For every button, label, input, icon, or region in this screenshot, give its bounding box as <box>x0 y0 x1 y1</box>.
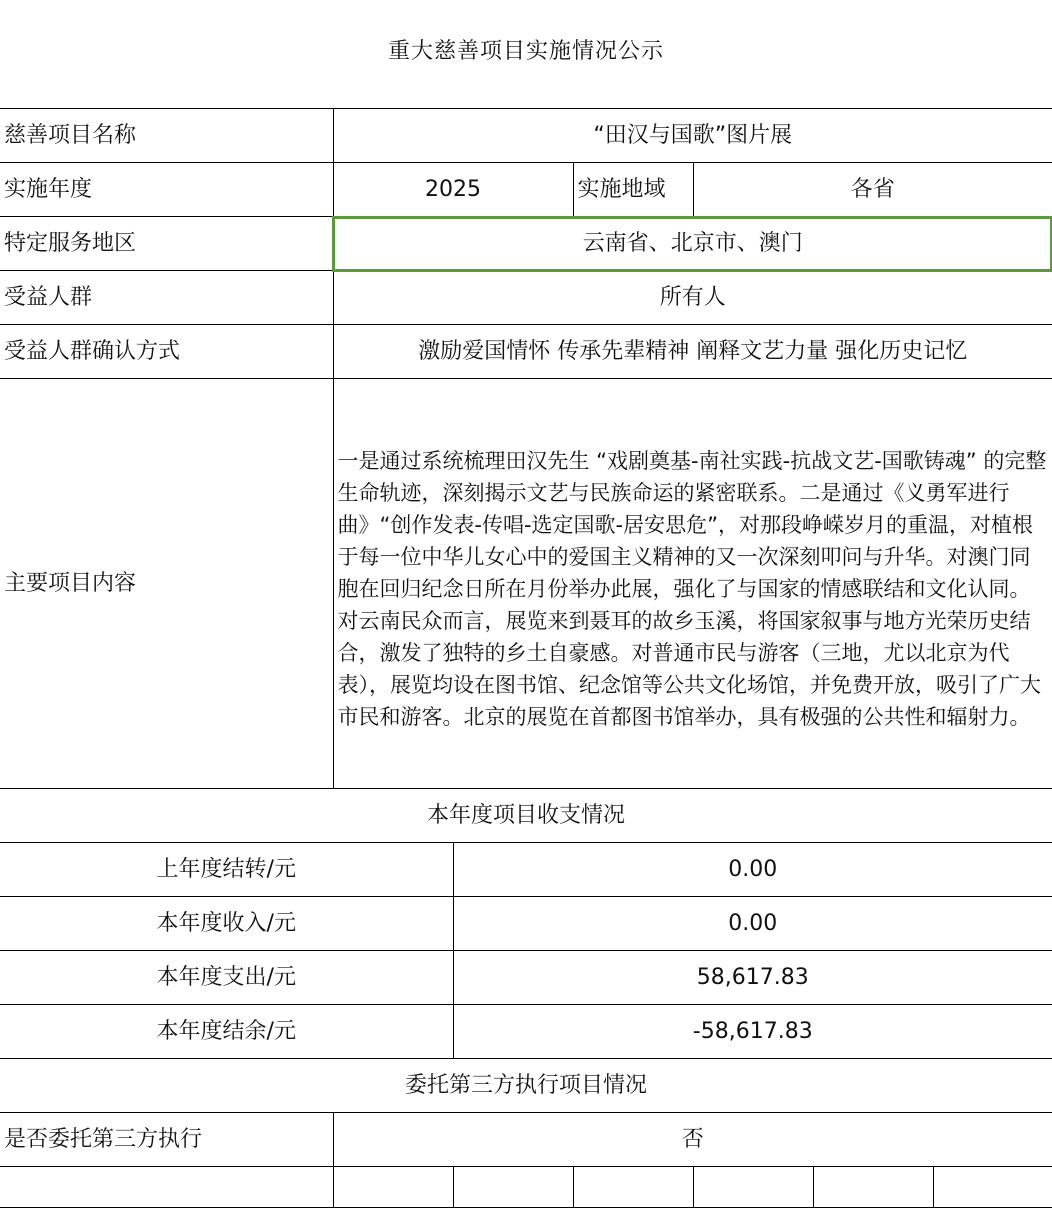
row-finance-balance <box>0 1005 1052 1059</box>
region-label[interactable]: 实施地域 <box>573 163 693 217</box>
next-row-cell[interactable] <box>693 1167 813 1208</box>
finance-value-balance[interactable]: -58,617.83 <box>453 1005 1052 1059</box>
row-finance-expense <box>0 951 1052 1005</box>
confirmation-value[interactable]: 激励爱国情怀 传承先辈精神 阐释文艺力量 强化历史记忆 <box>333 325 1052 379</box>
finance-label-balance[interactable]: 本年度结余/元 <box>0 1005 453 1059</box>
row-main-content <box>0 379 1052 789</box>
project-name-label[interactable]: 慈善项目名称 <box>0 109 333 163</box>
row-project-name <box>0 109 1052 163</box>
year-value[interactable]: 2025 <box>333 163 573 217</box>
third-party-label[interactable]: 是否委托第三方执行 <box>0 1113 333 1167</box>
service-area-value[interactable]: 云南省、北京市、澳门 <box>333 217 1052 271</box>
next-row-cell[interactable] <box>0 1167 333 1208</box>
row-service-area <box>0 217 1052 271</box>
finance-section-title[interactable]: 本年度项目收支情况 <box>0 789 1052 843</box>
next-row-cell[interactable] <box>453 1167 573 1208</box>
finance-label-expense[interactable]: 本年度支出/元 <box>0 951 453 1005</box>
row-third-party <box>0 1113 1052 1167</box>
main-content-label[interactable]: 主要项目内容 <box>0 379 333 789</box>
finance-value-carryover[interactable]: 0.00 <box>453 843 1052 897</box>
third-party-value[interactable]: 否 <box>333 1113 1052 1167</box>
finance-label-income[interactable]: 本年度收入/元 <box>0 897 453 951</box>
beneficiaries-label[interactable]: 受益人群 <box>0 271 333 325</box>
main-content-cell[interactable] <box>333 379 1052 789</box>
next-row-cell[interactable] <box>573 1167 693 1208</box>
row-next-partial <box>0 1167 1052 1208</box>
next-row-cell[interactable] <box>813 1167 933 1208</box>
row-year-region <box>0 163 1052 217</box>
row-finance-income <box>0 897 1052 951</box>
third-party-section-title[interactable]: 委托第三方执行项目情况 <box>0 1059 1052 1113</box>
finance-value-expense[interactable]: 58,617.83 <box>453 951 1052 1005</box>
row-confirmation <box>0 325 1052 379</box>
row-beneficiaries <box>0 271 1052 325</box>
page-title: 重大慈善项目实施情况公示 <box>387 39 664 64</box>
confirmation-label[interactable]: 受益人群确认方式 <box>0 325 333 379</box>
row-third-party-title <box>0 1059 1052 1113</box>
region-value[interactable]: 各省 <box>693 163 1052 217</box>
next-row-cell[interactable] <box>333 1167 453 1208</box>
project-name-value[interactable]: “田汉与国歌”图片展 <box>333 109 1052 163</box>
finance-value-income[interactable]: 0.00 <box>453 897 1052 951</box>
row-finance-carryover <box>0 843 1052 897</box>
disclosure-table <box>0 108 1052 1208</box>
service-area-label[interactable]: 特定服务地区 <box>0 217 333 271</box>
next-row-cell[interactable] <box>933 1167 1052 1208</box>
year-label[interactable]: 实施年度 <box>0 163 333 217</box>
beneficiaries-value[interactable]: 所有人 <box>333 271 1052 325</box>
finance-label-carryover[interactable]: 上年度结转/元 <box>0 843 453 897</box>
main-content-value: 一是通过系统梳理田汉先生 “戏剧奠基-南社实践-抗战文艺-国歌铸魂” 的完整生命轨迹，深刻揭示文艺与民族命运的紧密联系。二是通过《义勇军进行曲》“创作发表-传唱-选定国歌-居安思危”，对那段峥嵘岁月的重温，对植根于每一位中华儿女心中的爱国主义精神的又一次深刻叩问与升华。对澳门同胞在回归纪念日所在月份举办此展，强化了与国家的情感联结和文化认同。 对云南民众而言，展览来到聂耳的故乡玉溪，将国家叙事与地方光荣历史结合，激发了独特的乡土自豪感。对普通市民与游客（三地，尤以北京为代表），展览均设在图书馆、纪念馆等公共文化场馆，并免费开放，吸引了广大市民和游客。北京的展览在首都图书馆举办，具有极强的公共性和辐射力。 <box>337 448 1047 729</box>
row-finance-title <box>0 789 1052 843</box>
